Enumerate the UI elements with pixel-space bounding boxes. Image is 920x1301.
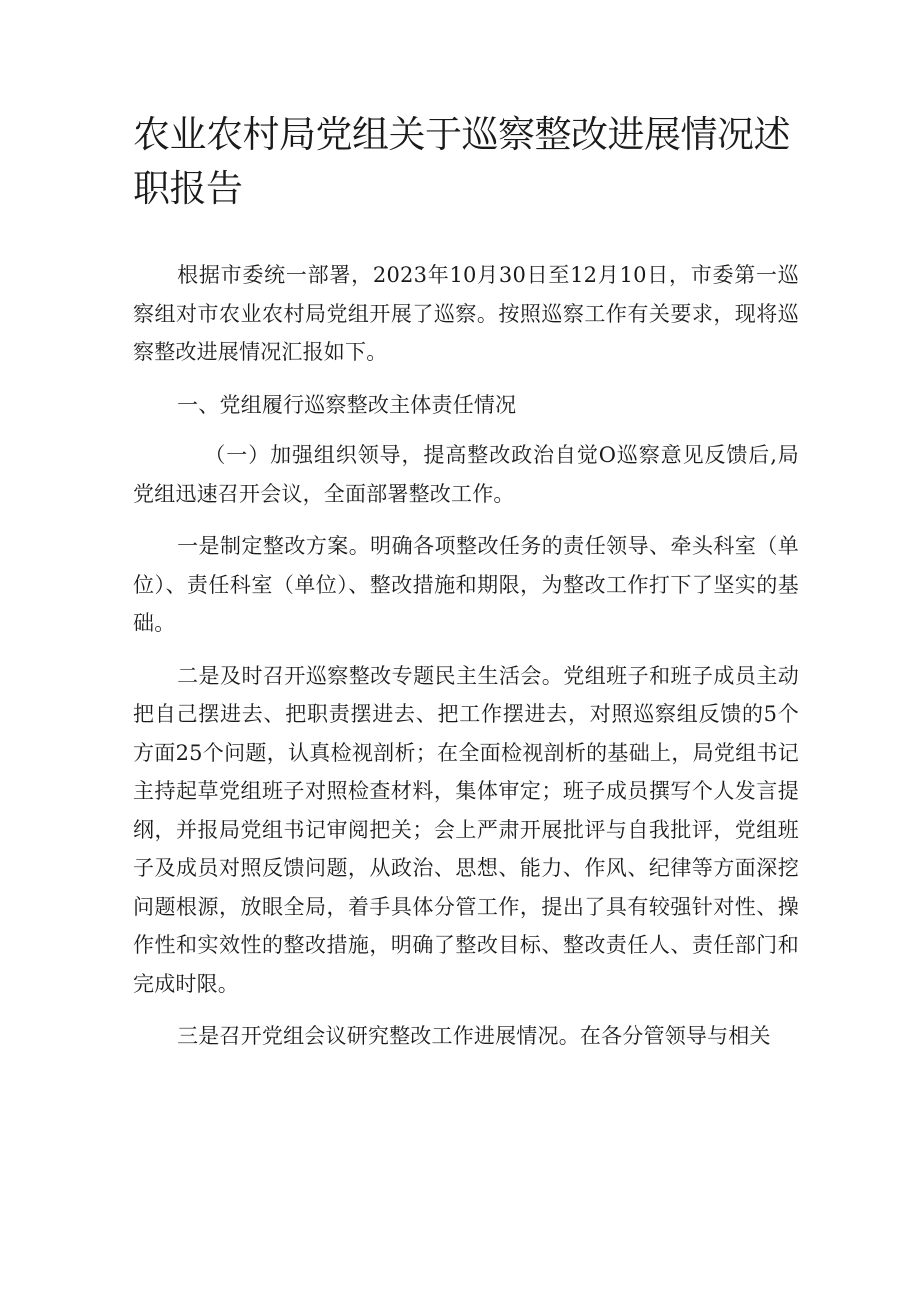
document-title: 农业农村局党组关于巡察整改进展情况述职报告 xyxy=(133,113,790,210)
paragraph-point-3: 三是召开党组会议研究整改工作进展情况。在各分管领导与相关 xyxy=(177,1024,771,1048)
document-body xyxy=(133,256,799,1070)
section-heading: 一、党组履行巡察整改主体责任情况 xyxy=(177,392,517,417)
paragraph-intro: 根据市委统一部署，2023年10月30日至12月10日，市委第一巡察组对市农业农村局党组开展了巡察。按照巡察工作有关要求，现将巡察整改进展情况汇报如下。 xyxy=(133,263,799,364)
subsection-paragraph: （一）加强组织领导，提高整改政治自觉O巡察意见反馈后,局党组迅速召开会议，全面部署整改工作。 xyxy=(133,443,799,506)
paragraph-point-1: 一是制定整改方案。明确各项整改任务的责任领导、牵头科室（单位）、责任科室（单位）、整改措施和期限，为整改工作打下了坚实的基础。 xyxy=(133,534,799,635)
paragraph-point-2: 二是及时召开巡察整改专题民主生活会。党组班子和班子成员主动把自己摆进去、把职责摆进去、把工作摆进去，对照巡察组反馈的5个方面25个问题，认真检视剖析；在全面检视剖析的基础上，局党组书记主持起草党组班子对照检查材料，集体审定；班子成员撰写个人发言提纲，并报局党组书记审阅把关；会上严肃开展批评与自我批评，党组班子及成员对照反馈问题，从政治、思想、能力、作风、纪律等方面深挖问题根源，放眼全局，着手具体分管工作，提出了具有较强针对性、操作性和实效性的整改措施，明确了整改目标、整改责任人、责任部门和完成时限。 xyxy=(133,663,799,996)
